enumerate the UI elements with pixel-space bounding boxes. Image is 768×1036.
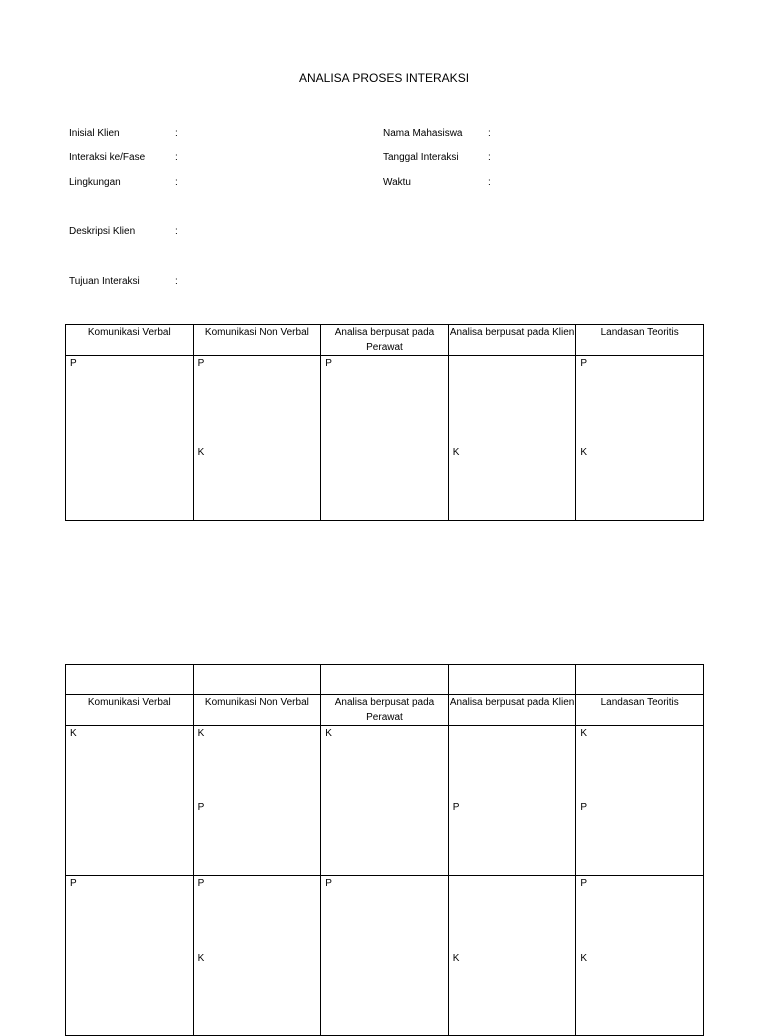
cell-mark-bottom: K bbox=[580, 447, 588, 458]
table-header-row bbox=[66, 325, 704, 356]
header-label: Komunikasi Non Verbal bbox=[204, 327, 309, 338]
table-header-row bbox=[66, 695, 704, 726]
cell-mark-top: K bbox=[325, 728, 332, 739]
header-label: Landasan Teoritis bbox=[600, 697, 679, 708]
header-label: Komunikasi Verbal bbox=[87, 697, 171, 708]
interaction-table-1 bbox=[65, 324, 704, 521]
field-label: Deskripsi Klien bbox=[69, 226, 136, 237]
table-row bbox=[66, 726, 704, 876]
header-analisa-perawat bbox=[321, 325, 449, 356]
cell-mark-top: P bbox=[580, 878, 588, 889]
field-label: Lingkungan bbox=[69, 177, 121, 188]
header-komunikasi-verbal bbox=[66, 325, 194, 356]
cell-mark-bottom: K bbox=[452, 447, 460, 458]
field-label: Tujuan Interaksi bbox=[69, 276, 140, 287]
table-cell bbox=[321, 665, 449, 695]
table-cell bbox=[448, 665, 576, 695]
table-blank-row bbox=[66, 665, 704, 695]
table-cell bbox=[576, 726, 704, 876]
table-row bbox=[66, 876, 704, 1036]
page-title: ANALISA PROSES INTERAKSI bbox=[298, 71, 470, 85]
field-separator: : bbox=[175, 128, 178, 139]
cell-mark-top: K bbox=[580, 728, 588, 739]
table-cell bbox=[448, 356, 576, 521]
table-cell bbox=[66, 726, 194, 876]
field-label: Inisial Klien bbox=[69, 128, 120, 139]
table-cell bbox=[66, 665, 194, 695]
cell-mark-top: P bbox=[580, 358, 588, 369]
cell-mark-top: P bbox=[325, 358, 332, 369]
cell-mark-bottom: K bbox=[197, 953, 205, 964]
field-separator: : bbox=[175, 177, 178, 188]
field-label: Nama Mahasiswa bbox=[383, 128, 463, 139]
field-separator: : bbox=[488, 128, 491, 139]
table-cell bbox=[193, 726, 321, 876]
header-label: Analisa berpusat pada Perawat bbox=[334, 327, 435, 353]
header-landasan-teoritis bbox=[576, 695, 704, 726]
header-label: Analisa berpusat pada Klien bbox=[449, 327, 575, 338]
header-komunikasi-non-verbal bbox=[193, 325, 321, 356]
cell-mark-top: P bbox=[70, 878, 77, 889]
header-komunikasi-non-verbal bbox=[193, 695, 321, 726]
header-analisa-klien bbox=[448, 325, 576, 356]
table-cell bbox=[576, 665, 704, 695]
header-analisa-klien bbox=[448, 695, 576, 726]
cell-mark-top: P bbox=[197, 878, 205, 889]
table-cell bbox=[448, 876, 576, 1036]
table-cell bbox=[193, 665, 321, 695]
field-separator: : bbox=[175, 152, 178, 163]
table-cell bbox=[321, 876, 449, 1036]
cell-mark-bottom: K bbox=[452, 953, 460, 964]
field-label: Tanggal Interaksi bbox=[383, 152, 459, 163]
table-cell bbox=[321, 356, 449, 521]
table-cell bbox=[576, 876, 704, 1036]
table-cell bbox=[321, 726, 449, 876]
table-cell bbox=[66, 876, 194, 1036]
header-analisa-perawat bbox=[321, 695, 449, 726]
header-landasan-teoritis bbox=[576, 325, 704, 356]
table-row bbox=[66, 356, 704, 521]
table-cell bbox=[448, 726, 576, 876]
field-separator: : bbox=[488, 152, 491, 163]
cell-mark-bottom: K bbox=[197, 447, 205, 458]
interaction-table-2 bbox=[65, 664, 704, 1036]
cell-mark-top: P bbox=[70, 358, 77, 369]
cell-mark-top: K bbox=[197, 728, 205, 739]
table-cell bbox=[66, 356, 194, 521]
header-label: Analisa berpusat pada Perawat bbox=[334, 697, 435, 723]
cell-mark-top: P bbox=[197, 358, 205, 369]
cell-mark-bottom: P bbox=[197, 802, 205, 813]
field-separator: : bbox=[175, 226, 178, 237]
field-label: Waktu bbox=[383, 177, 411, 188]
header-label: Komunikasi Verbal bbox=[87, 327, 171, 338]
field-separator: : bbox=[488, 177, 491, 188]
header-label: Analisa berpusat pada Klien bbox=[449, 697, 575, 708]
table-cell bbox=[193, 876, 321, 1036]
cell-mark-top: K bbox=[70, 728, 77, 739]
field-separator: : bbox=[175, 276, 178, 287]
header-label: Landasan Teoritis bbox=[600, 327, 679, 338]
cell-mark-top: P bbox=[325, 878, 332, 889]
table-cell bbox=[193, 356, 321, 521]
table-cell bbox=[576, 356, 704, 521]
cell-mark-bottom: K bbox=[580, 953, 588, 964]
cell-mark-bottom: P bbox=[580, 802, 588, 813]
header-label: Komunikasi Non Verbal bbox=[204, 697, 309, 708]
field-label: Interaksi ke/Fase bbox=[69, 152, 146, 163]
header-komunikasi-verbal bbox=[66, 695, 194, 726]
cell-mark-bottom: P bbox=[452, 802, 460, 813]
